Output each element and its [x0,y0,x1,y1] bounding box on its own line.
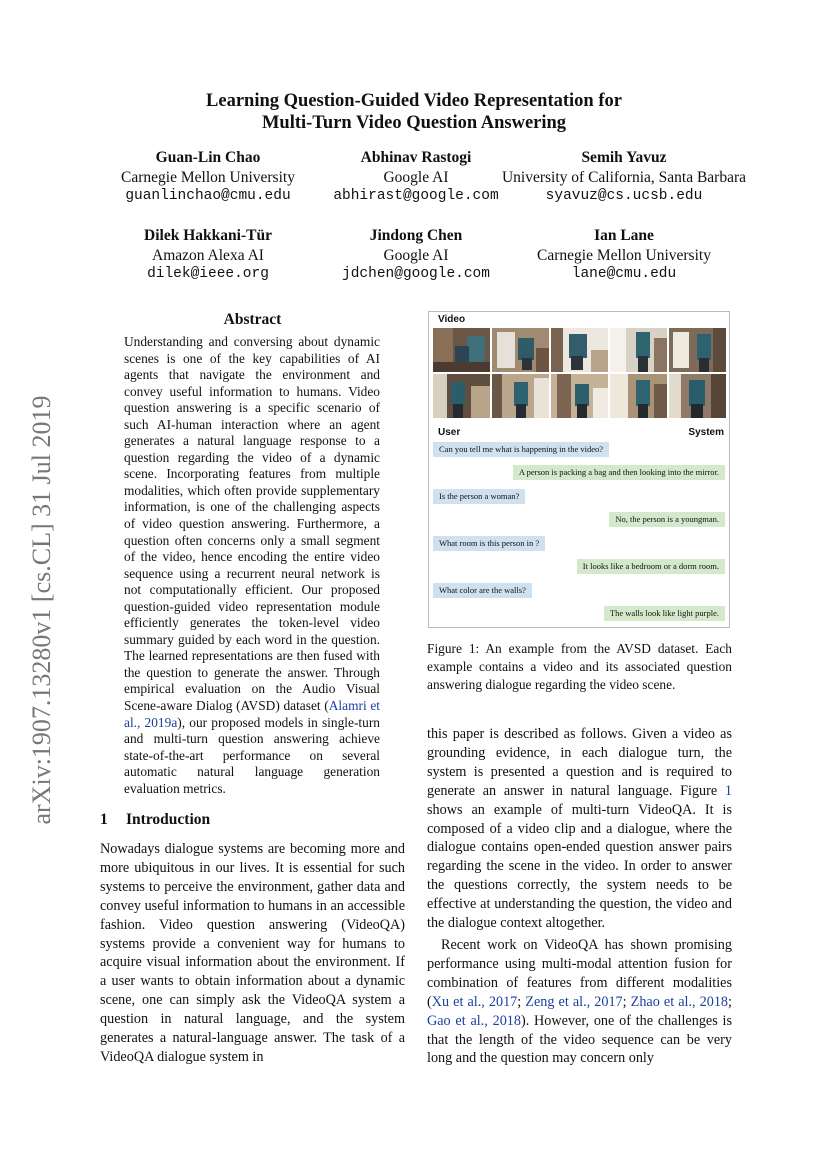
abstract-heading: Abstract [223,311,282,328]
author-2 [316,148,516,207]
author-name: Ian Lane [594,227,654,244]
author-email[interactable]: jdchen@google.com [342,266,490,282]
abstract-text: Understanding and conversing about dynamic scenes is one of the key capabilities of AI agents that navigate the environment and convey useful information to humans. Video question answering is a specific scenario of such AI-human interaction where an agent generates a natural language response to a question regarding the video of a dynamic scene. Incorporating features from multiple modalities, which often provide supplementary information, is one of the challenging aspects of video question answering. Furthermore, a question often concerns only a small segment of the video, hence encoding the entire video sequence using a recurrent neural network is not computationally efficient. Our proposed question-guided video representation module efficiently generates the token-level video summary guided by each word in the question. The learned representations are then fused with the question to generate the answer. Through empirical evaluation on the Audio Visual Scene-aware Dialog (AVSD) dataset ( [124,334,380,714]
video-frame [669,328,726,372]
paragraph-text: shows an example of multi-turn VideoQA. It is composed of a video clip and a dialogue, where the dialogue contains open-ended question answer pairs regarding the scene in the video. In order to answer the questions correctly, the system needs to be effective at understanding the question, the video and the dialogue context altogether. [427,801,732,932]
abstract-text: ), our proposed models in single-turn and multi-turn question answering achieve state-of-the-art performance on several automatic natural language generation evaluation metrics. [124,714,380,796]
citation-link[interactable]: Gao et al., 2018 [427,1012,521,1029]
section-heading [100,811,210,829]
system-label: System [688,427,724,438]
author-1 [108,148,308,207]
author-affiliation: Google AI [383,168,449,186]
intro-body [100,840,405,1067]
section-number: 1 [100,811,108,828]
author-3 [490,148,758,207]
author-6 [490,226,758,285]
video-frame [551,328,608,372]
author-name: Dilek Hakkani-Tür [144,227,272,244]
title-line-2: Multi-Turn Video Question Answering [261,113,567,133]
video-frame [433,328,490,372]
abstract-body [124,334,380,797]
arxiv-stamp [22,370,62,850]
author-name: Jindong Chen [369,227,463,244]
paragraph [427,936,732,1068]
citation-separator: ; [728,993,732,1010]
paragraph-text: Recent work on VideoQA has shown promising performance using multi-modal attention fusion for combination of features from different modalities ( [427,936,732,1010]
author-email[interactable]: syavuz@cs.ucsb.edu [545,188,703,204]
author-name: Semih Yavuz [581,149,667,166]
paragraph-text: this paper is described as follows. Given a video as grounding evidence, in each dialogue turn, the system is presented a question and is required to generate an answer in natural language. Figure [427,726,732,799]
video-frame [433,374,490,418]
author-affiliation: Carnegie Mellon University [537,246,711,264]
system-message: The walls look like light purple. [604,606,725,621]
user-message: What color are the walls? [433,583,532,598]
author-affiliation: Carnegie Mellon University [121,168,295,186]
author-email[interactable]: abhirast@google.com [333,188,499,204]
system-message: A person is packing a bag and then looking into the mirror. [513,465,725,480]
author-affiliation: Google AI [383,246,449,264]
figure-ref-link[interactable]: 1 [724,782,732,799]
citation-link[interactable]: Zeng et al., 2017 [525,993,623,1010]
title-line-1: Learning Question-Guided Video Representation for [206,91,622,111]
paragraph [427,725,732,933]
arxiv-id: arXiv:1907.13280v1 [cs.CL] 31 Jul 2019 [27,395,56,825]
citation-link[interactable]: Zhao et al., 2018 [630,993,729,1010]
paper-title [0,90,828,134]
user-message: Can you tell me what is happening in the video? [433,442,609,457]
author-email[interactable]: guanlinchao@cmu.edu [125,188,291,204]
system-message: No, the person is a youngman. [609,512,725,527]
video-frame [610,374,667,418]
citation-separator: ; [622,993,631,1010]
video-frame [551,374,608,418]
figure-1 [428,311,730,628]
section-title: Introduction [126,811,211,828]
video-frame [492,328,549,372]
paragraph-text: ). However, one of the challenges is that the length of the video sequence can be very long and the question may concern only [427,1012,732,1067]
right-column-body [427,725,732,1068]
citation-link[interactable]: Alamri et al., 2019a [124,698,380,730]
author-email[interactable]: dilek@ieee.org [147,266,269,282]
user-message: Is the person a woman? [433,489,525,504]
citation-separator: ; [517,993,526,1010]
author-4 [108,226,308,285]
video-frame [610,328,667,372]
author-name: Guan-Lin Chao [155,149,261,166]
figure-caption: Figure 1: An example from the AVSD dataset. Each example contains a video and its associated question answering dialogue regarding the video scene. [427,641,732,692]
author-5 [316,226,516,285]
video-frames-row-2 [433,374,727,418]
video-frames-row-1 [433,328,727,372]
video-frame [669,374,726,418]
citation-link[interactable]: Xu et al., 2017 [431,993,518,1010]
author-email[interactable]: lane@cmu.edu [571,266,677,282]
user-label: User [438,427,461,438]
paragraph: Nowadays dialogue systems are becoming more and more ubiquitous in our lives. It is essential for such systems to perceive the environment, gather data and convey useful information to humans in an accessible fashion. Video question answering (VideoQA) systems provide a convenient way for humans to acquire visual information about the environment. If a user wants to obtain information about a dynamic scene, one can simply ask the VideoQA system a question in natural language, and the system generates a natural-language answer. The task of a VideoQA dialogue system in [100,841,405,1065]
author-affiliation: Amazon Alexa AI [152,246,264,264]
video-label: Video [438,314,466,325]
video-frame [492,374,549,418]
system-message: It looks like a bedroom or a dorm room. [577,559,725,574]
author-affiliation: University of California, Santa Barbara [501,168,747,186]
user-message: What room is this person in ? [433,536,545,551]
author-name: Abhinav Rastogi [360,149,472,166]
